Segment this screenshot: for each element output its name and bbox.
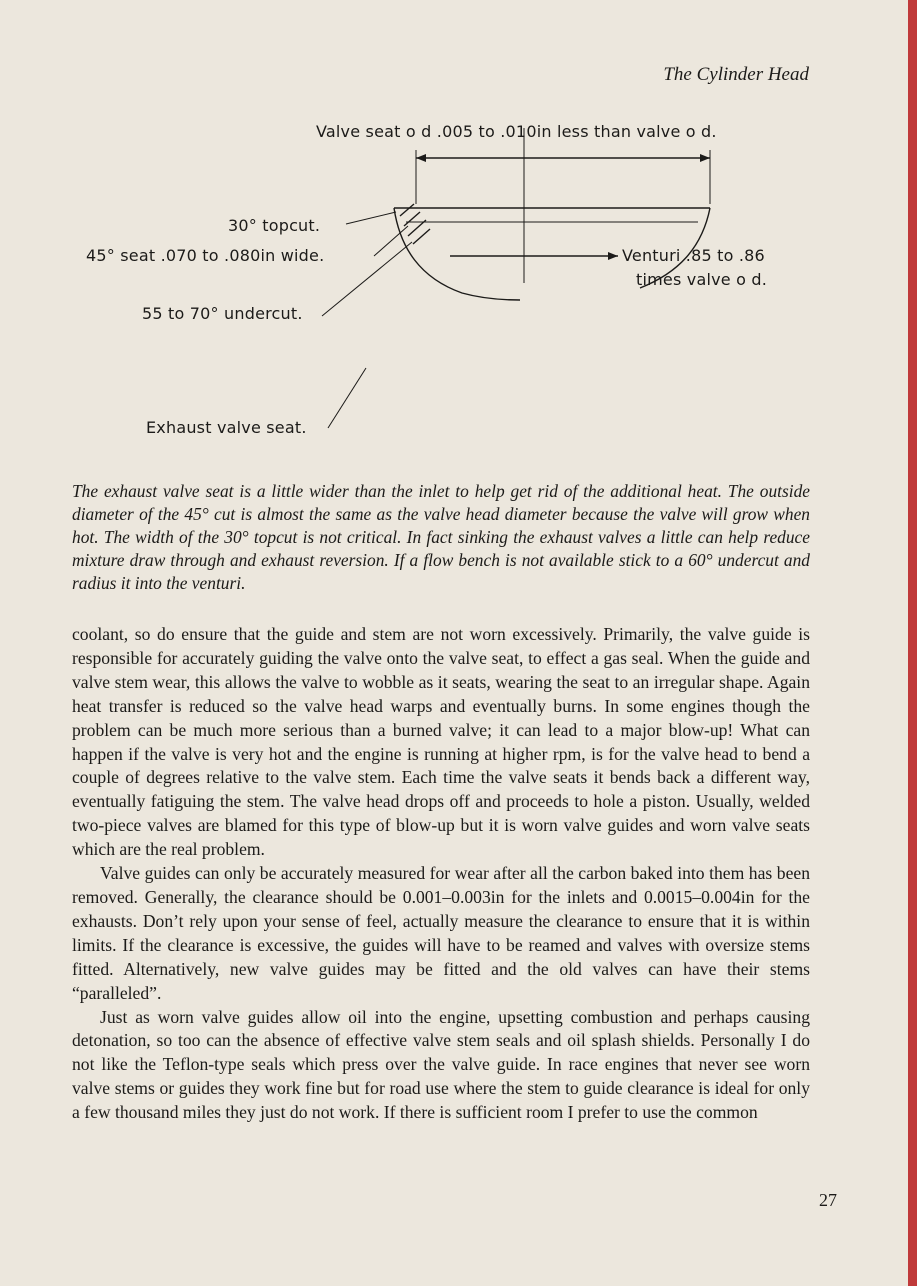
valve-seat-diagram bbox=[70, 108, 850, 448]
label-topcut: 30° topcut. bbox=[228, 216, 321, 235]
running-head: The Cylinder Head bbox=[663, 64, 809, 85]
seat-hatch bbox=[400, 204, 414, 216]
arrowhead-right bbox=[700, 154, 710, 162]
label-venturi-2: times valve o d. bbox=[636, 270, 768, 289]
label-undercut: 55 to 70° undercut. bbox=[142, 304, 303, 323]
page-edge-strip bbox=[908, 0, 917, 1286]
leader-exhaust-seat bbox=[328, 368, 366, 428]
paragraph-3: Just as worn valve guides allow oil into the engine, upsetting combustion and perhaps causing detonation, so too can the absence of effective valve stem seals and oil splash shields. Personally I do not like the Teflon-type seals which press over the valve guide. In race engines that never see worn valve stems or guides they work fine but for road use where the stem to guide clearance is ideal for only a few thousand miles they just do not work. If there is sufficient room I prefer to use the common bbox=[72, 1006, 810, 1123]
label-seat-od: Valve seat o d .005 to .010in less than valve o d. bbox=[316, 122, 717, 141]
page-number: 27 bbox=[819, 1190, 837, 1210]
arrowhead-left bbox=[416, 154, 426, 162]
seat-hatch bbox=[413, 229, 430, 244]
seat-hatch bbox=[404, 212, 420, 226]
venturi-arrowhead bbox=[608, 252, 618, 260]
label-seat-width: 45° seat .070 to .080in wide. bbox=[86, 246, 325, 265]
label-exhaust-seat: Exhaust valve seat. bbox=[146, 418, 307, 437]
body-text bbox=[72, 623, 810, 1125]
caption-text: The exhaust valve seat is a little wider than the inlet to help get rid of the additional heat. The outside diameter of the 45° cut is almost the same as the valve head diameter because the valve will grow when hot. The width of the 30° topcut is not critical. In fact sinking the exhaust valves a little can help reduce mixture draw through and exhaust reversion. If a flow bench is not available stick to a 60° undercut and radius it into the venturi. bbox=[72, 481, 810, 593]
figure-caption bbox=[72, 480, 810, 595]
label-venturi-1: Venturi .85 to .86 bbox=[622, 246, 765, 265]
paragraph-1: coolant, so do ensure that the guide and stem are not worn excessively. Primarily, the valve guide is responsible for accurately guiding the valve onto the valve seat, to effect a gas seal. When the guide and valve stem wear, this allows the valve to wobble as it seats, wearing the seat to an irregular shape. Again heat transfer is reduced so the valve head warps and eventually burns. In some engines though the problem can be much more serious than a burned valve; it can lead to a major blow-up! What can happen if the valve is very hot and the engine is running at higher rpm, is for the valve head to bend a couple of degrees relative to the valve stem. Each time the valve seats it bends back a different way, eventually fatiguing the stem. The valve head drops off and proceeds to hole a piston. Usually, welded two-piece valves are blamed for this type of blow-up but it is worn valve guides and worn valve seats which are the real problem. bbox=[72, 624, 810, 860]
leader-undercut bbox=[322, 242, 412, 316]
leader-topcut bbox=[346, 212, 396, 224]
paragraph-2: Valve guides can only be accurately measured for wear after all the carbon baked into them has been removed. Generally, the clearance should be 0.001–0.003in for the inlets and 0.0015–0.004in for the exhausts. Don’t rely upon your sense of feel, actually measure the clearance to ensure that it is within limits. If the clearance is excessive, the guides will have to be reamed and valves with oversize stems fitted. Alternatively, new valve guides may be fitted and the old valves can have their stems “paralleled”. bbox=[72, 863, 810, 1003]
